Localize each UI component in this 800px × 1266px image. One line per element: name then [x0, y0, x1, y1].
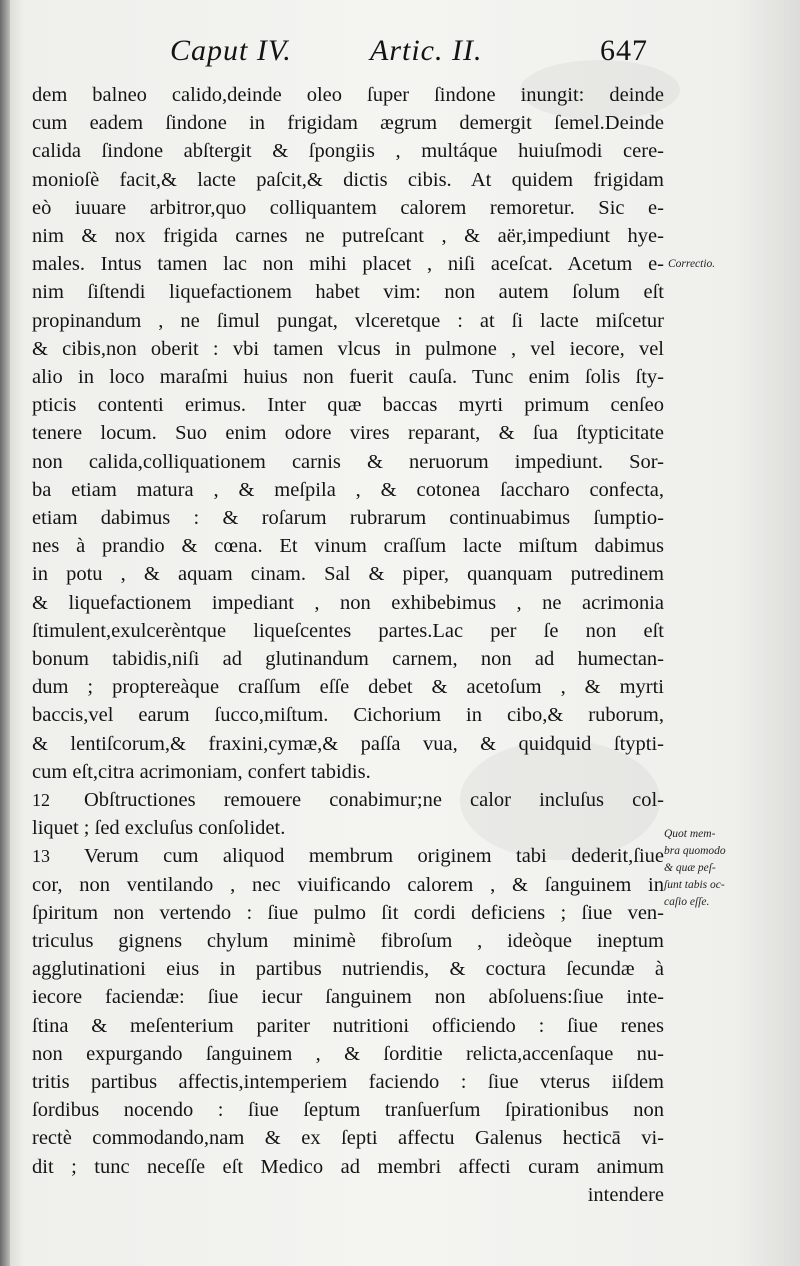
text-line [32, 193, 664, 223]
text-line [32, 1152, 664, 1182]
line-text: triculus gignens chylum minimè fibroſum , ideòque ineptum [32, 930, 664, 952]
text-line [32, 1123, 664, 1153]
text-line [32, 926, 664, 956]
article-heading: Artic. II. [370, 34, 483, 67]
line-text: intendere [587, 1183, 664, 1206]
text-line [32, 503, 664, 533]
line-text: nim & nox frigida carnes ne putreſcant , & aër,impediunt hye- [32, 225, 664, 247]
line-text: nes à prandio & cœna. Et vinum craſſum lacte miſtum dabimus [32, 535, 664, 558]
text-line [32, 418, 664, 448]
text-line [32, 729, 664, 759]
paragraph-number: 13 [32, 846, 50, 867]
line-text: cum eadem ſindone in frigidam ægrum demergit ſemel.Deinde [32, 112, 664, 135]
text-line [32, 813, 664, 843]
text-line [32, 1039, 664, 1069]
margin-note-correctio: Correctio. [668, 258, 716, 270]
chapter-heading: Caput IV. [170, 34, 292, 67]
line-text: Obſtructiones remouere conabimur;ne calor incluſus col- [84, 789, 664, 811]
text-line [32, 616, 664, 646]
text-line [32, 108, 664, 138]
line-text: bonum tabidis,niſi ad glutinandum carnem, non ad humectan- [32, 648, 664, 670]
line-text: dum ; proptereàque craſſum eſſe debet & acetoſum , & myrti [32, 676, 664, 699]
text-line [32, 277, 664, 307]
line-text: non calida,colliquationem carnis & neruorum impediunt. Sor- [32, 450, 664, 473]
text-line [32, 1011, 664, 1041]
line-text: baccis,vel earum ſucco,miſtum. Cichorium in cibo,& ruborum, [32, 704, 664, 727]
line-text: dem balneo calido,deinde oleo ſuper ſindone inungit: deinde [32, 84, 664, 106]
text-line [32, 954, 664, 984]
text-line [32, 1180, 664, 1210]
text-line [32, 334, 664, 364]
text-line [32, 700, 664, 730]
text-line [32, 757, 664, 787]
margin-note-line: caſio eſſe. [664, 896, 710, 908]
text-line [32, 588, 664, 618]
line-text: & lentiſcorum,& fraxini,cymæ,& paſſa vua, & quidquid ſtypti- [32, 732, 664, 755]
line-text: tritis partibus affectis,intemperiem faciendo : ſiue vterus iiſdem [32, 1071, 664, 1093]
line-text: ba etiam matura , & meſpila , & cotonea ſaccharo confecta, [32, 478, 664, 501]
margin-note-line: Quot mem- [664, 828, 716, 840]
text-line [32, 1095, 664, 1125]
line-text: Verum cum aliquod membrum originem tabi dederit,ſiue [84, 845, 664, 868]
text-line [32, 165, 664, 195]
running-head [170, 28, 670, 74]
page-number: 647 [600, 34, 648, 67]
line-text: propinandum , ne ſimul pungat, vlceretque : at ſi lacte miſcetur [32, 309, 664, 332]
text-line [32, 80, 664, 110]
text-line [32, 362, 664, 392]
line-text: cum eſt,citra acrimoniam, confert tabidis. [32, 760, 371, 783]
line-text: etiam dabimus : & roſarum rubrarum continuabimus ſumptio- [32, 507, 664, 529]
line-text: ſordibus nocendo : ſiue ſeptum tranſuerſum ſpirationibus non [32, 1099, 664, 1122]
book-spine-shadow [0, 0, 10, 1266]
text-line [32, 390, 664, 420]
text-line [32, 475, 664, 505]
line-text: liquet ; ſed excluſus conſolidet. [32, 817, 286, 840]
line-text: & liquefactionem impediant , non exhibebimus , ne acrimonia [32, 591, 664, 614]
margin-note-line: & quæ peſ- [664, 862, 716, 874]
margin-note-quot-membra [664, 826, 784, 911]
text-line [32, 841, 664, 871]
text-line [32, 785, 664, 815]
text-line [32, 870, 664, 900]
line-text: rectè commodando,nam & ex ſepti affectu Galenus hecticā vi- [32, 1127, 664, 1150]
line-text: monioſè facit,& lacte paſcit,& dictis cibis. At quidem frigidam [32, 168, 664, 191]
line-text: & cibis,non oberit : vbi tamen vlcus in pulmone , vel iecore, vel [32, 337, 664, 360]
line-text: cor, non ventilando , nec viuificando calorem , & ſanguinem in [32, 873, 664, 896]
line-text: ſtimulent,exulcerèntque liqueſcentes partes.Lac per ſe non eſt [32, 619, 664, 642]
text-line [32, 221, 664, 251]
text-line [32, 531, 664, 561]
line-text: agglutinationi eius in partibus nutriendis, & coctura ſecundæ à [32, 958, 664, 981]
line-text: males. Intus tamen lac non mihi placet , niſi aceſcat. Acetum e- [32, 253, 664, 276]
margin-note-line: bra quomodo [664, 845, 726, 857]
line-text: in potu , & aquam cinam. Sal & piper, quanquam putredinem [32, 563, 664, 586]
text-line [32, 672, 664, 702]
line-text: dit ; tunc neceſſe eſt Medico ad membri affecti curam animum [32, 1155, 664, 1178]
text-line [32, 644, 664, 674]
text-line [32, 982, 664, 1012]
line-text: ſpiritum non vertendo : ſiue pulmo ſit cordi deficiens ; ſiue ven- [32, 901, 664, 924]
margin-note-line: ſunt tabis oc- [664, 879, 725, 891]
line-text: pticis contenti erimus. Inter quæ baccas myrti primum cenſeo [32, 394, 664, 417]
line-text: ſtina & meſenterium pariter nutritioni officiendo : ſiue renes [32, 1014, 664, 1037]
text-line [32, 898, 664, 928]
line-text: alio in loco maraſmi huius non fuerit cauſa. Tunc enim ſolis ſty- [32, 366, 664, 388]
line-text: calida ſindone abſtergit & ſpongiis , multáque huiuſmodi cere- [32, 140, 664, 163]
line-text: iecore faciendæ: ſiue iecur ſanguinem non abſoluens:ſiue inte- [32, 986, 664, 1009]
text-line [32, 559, 664, 589]
line-text: eò iuuare arbitror,quo colliquantem calorem remoretur. Sic e- [32, 196, 664, 219]
text-line [32, 249, 664, 279]
paragraph-number: 12 [32, 790, 50, 810]
text-line [32, 306, 664, 336]
text-line [32, 136, 664, 166]
text-line [32, 447, 664, 477]
line-text: nim ſiſtendi liquefactionem habet vim: non autem ſolum eſt [32, 281, 664, 304]
line-text: tenere locum. Suo enim odore vires reparant, & ſua ſtypticitate [32, 422, 664, 445]
line-text: non expurgando ſanguinem , & ſorditie relicta,accenſaque nu- [32, 1042, 664, 1065]
text-line [32, 1067, 664, 1097]
